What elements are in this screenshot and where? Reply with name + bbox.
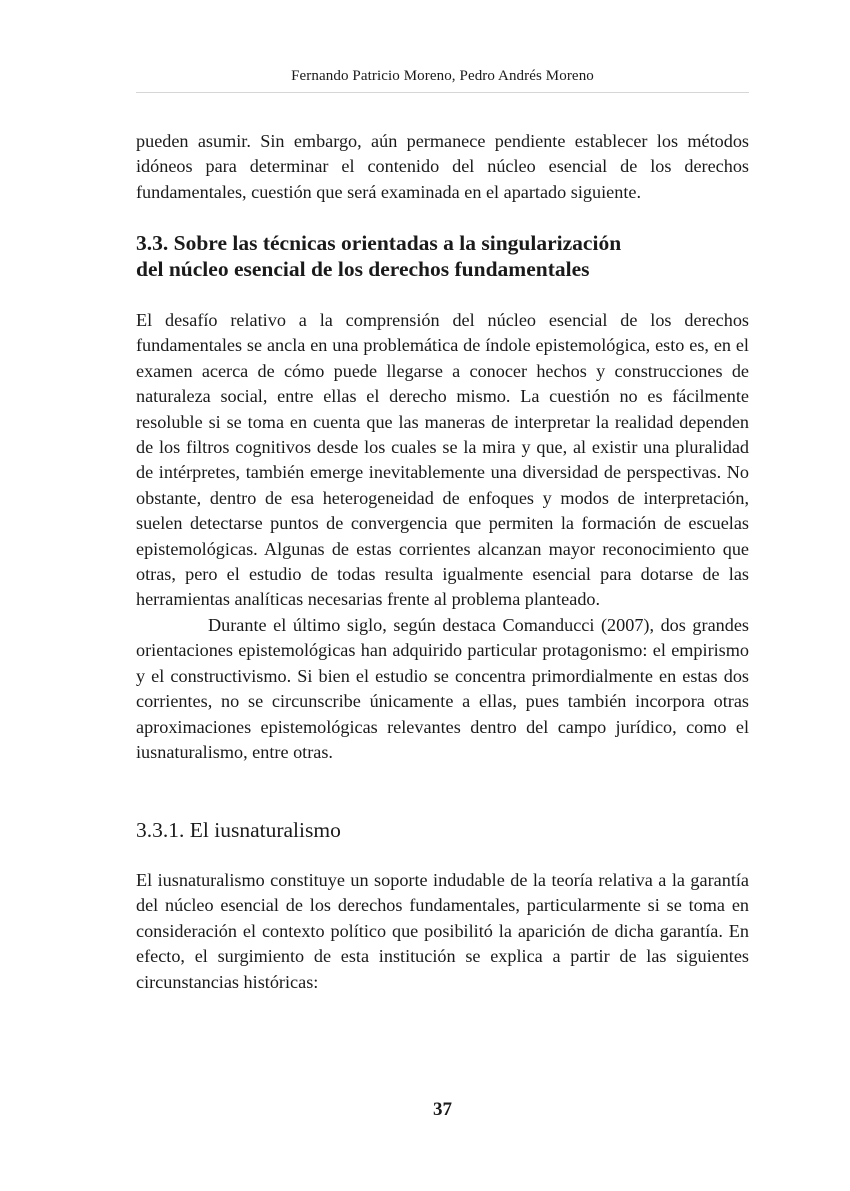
header-divider — [136, 92, 749, 93]
section-heading-line: del núcleo esencial de los derechos fundamentales — [136, 256, 590, 281]
section-heading — [136, 231, 749, 282]
section-heading-line: 3.3. Sobre las técnicas orientadas a la singularización — [136, 231, 622, 255]
page-number: 37 — [433, 1099, 452, 1120]
running-head: Fernando Patricio Moreno, Pedro Andrés Moreno — [291, 68, 594, 84]
paragraph-text: El iusnaturalismo constituye un soporte indudable de la teoría relativa a la garantía del núcleo esencial de los derechos fundamentales, particularmente si se toma en consideración el contexto político que posibilitó la aparición de dicha garantía. En efecto, el surgimiento de esta institución se explica a partir de las siguientes circunstancias históricas: — [136, 870, 749, 992]
paragraph-text: El desafío relativo a la comprensión del núcleo esencial de los derechos fundamentales se ancla en una problemática de índole epistemológica, esto es, en el examen acerca de cómo puede llegarse a conocer hechos y construcciones de naturaleza social, entre ellas el derecho mismo. La cuestión no es fácilmente resoluble si se toma en cuenta que las maneras de interpretar la realidad dependen de los filtros cognitivos desde los cuales se la mira y que, al existir una pluralidad de intérpretes, también emerge inevitablemente una diversidad de perspectivas. No obstante, dentro de esa heterogeneidad de enfoques y modos de interpretación, suelen detectarse puntos de convergencia que permiten la formación de escuelas epistemológicas. Algunas de estas corrientes alcanzan mayor reconocimiento que otras, pero el estudio de todas resulta igualmente esencial para dotarse de las herramientas analíticas necesarias frente al problema planteado. — [136, 310, 749, 610]
section-body — [136, 308, 749, 765]
subsection-body — [136, 868, 749, 995]
paragraph-text: Durante el último siglo, según destaca Comanducci (2007), dos grandes orientaciones epistemológicas han adquirido particular protagonismo: el empirismo y el constructivismo. Si bien el estudio se concentra primordialmente en estas dos corrientes, no se circunscribe únicamente a ellas, pues también incorpora otras aproximaciones epistemológicas relevantes dentro del campo jurídico, como el iusnaturalismo, entre otras. — [136, 614, 749, 762]
subsection-heading: 3.3.1. El iusnaturalismo — [136, 818, 341, 842]
paragraph-continued — [136, 129, 749, 205]
paragraph-text: pueden asumir. Sin embargo, aún permanece pendiente establecer los métodos idóneos para determinar el contenido del núcleo esencial de los derechos fundamentales, cuestión que será examinada en el apartado siguiente. — [136, 131, 749, 202]
